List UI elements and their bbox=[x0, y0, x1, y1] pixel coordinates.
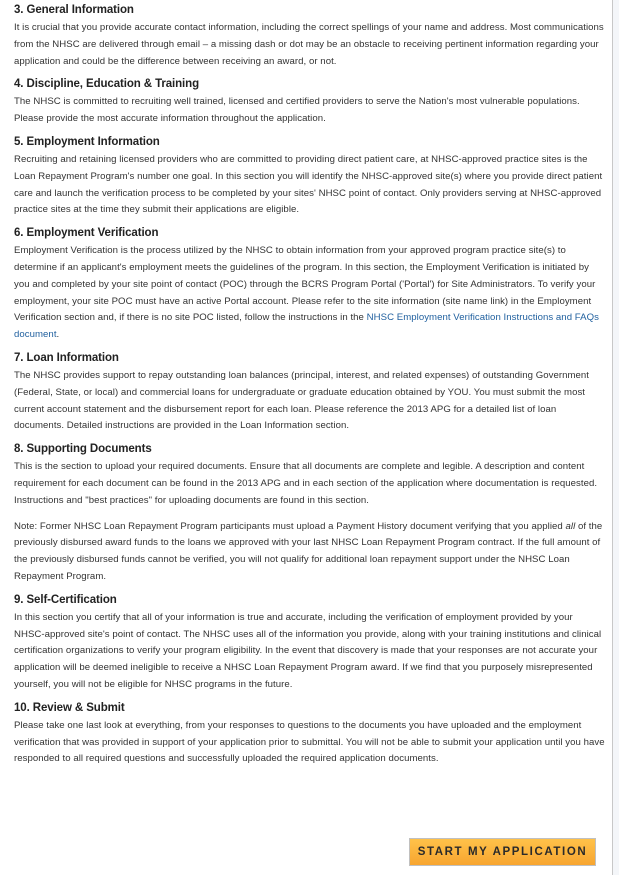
section-review-submit bbox=[14, 698, 606, 768]
section-text: The NHSC provides support to repay outstanding loan balances (principal, interest, and related expenses) of outstanding Government (Federal, State, or local) and commercial loans for undergraduate or graduate education obtained by YOU. You must submit the most current account statement and the disbursement report for each loan. Please reference the 2013 APG for a detailed list of loan documents. Detailed instructions are provided in the Loan Information section. bbox=[14, 369, 589, 432]
section-text-after-link: . bbox=[56, 329, 60, 341]
note-text: of the previously disbursed award funds to the loans we approved with your last NHSC Loan Repayment Program contract. If the full amount of the previously disbursed funds cannot be verified, you will not qualify for additional loan repayment support under the NHSC Loan Repayment Program. bbox=[14, 520, 603, 582]
section-heading: 8. Supporting Documents bbox=[14, 443, 152, 456]
section-note bbox=[14, 519, 606, 586]
section-text: The NHSC is committed to recruiting well trained, licensed and certified providers to serve the Nation's most vulnerable populations. Please provide the most accurate information throughout the application. bbox=[14, 96, 580, 125]
note-emphasis: all bbox=[565, 520, 576, 532]
start-my-application-button[interactable]: START MY APPLICATION bbox=[409, 838, 596, 866]
section-heading: 6. Employment Verification bbox=[14, 227, 159, 240]
section-text bbox=[14, 243, 606, 344]
section-discipline-education-training bbox=[14, 74, 606, 128]
scrollbar-track[interactable] bbox=[613, 0, 619, 875]
section-heading: 7. Loan Information bbox=[14, 351, 119, 364]
section-heading: 4. Discipline, Education & Training bbox=[14, 78, 200, 91]
section-self-certification bbox=[14, 590, 606, 694]
section-text: It is crucial that you provide accurate contact information, including the correct spellings of your name and address. Most communications from the NHSC are delivered through email – a missing dash or dot may be an obstacle to receiving pertinent information regarding your application and could be the difference between receiving an award, or not. bbox=[14, 22, 604, 67]
button-container bbox=[409, 838, 596, 866]
instructions-content bbox=[14, 0, 606, 772]
section-employment-verification bbox=[14, 223, 606, 344]
section-loan-information bbox=[14, 348, 606, 435]
section-text: This is the section to upload your required documents. Ensure that all documents are complete and legible. A description and content requirement for each document can be found in the 2013 APG and in each section of the application where documentation is requested. Instructions and "best practices" for uploading documents are found in this section. bbox=[14, 461, 598, 506]
section-supporting-documents bbox=[14, 439, 606, 586]
section-text: In this section you certify that all of your information is true and accurate, including the verification of employment provided by your NHSC-approved site's point of contact. The NHSC uses all of the information you provide, along with your training institutions and clinical certification organizations to verify your program eligibility. In the event that discovery is made that your responses are not accurate your application will be deemed ineligible to receive a NHSC Loan Repayment Program award. If we find that you purposely misrepresented yourself, you will not be eligible for NHSC programs in the future. bbox=[14, 611, 602, 690]
note-text: Note: Former NHSC Loan Repayment Program participants must upload a Payment History document verifying that you applied bbox=[14, 520, 566, 532]
employment-verification-faq-link[interactable]: NHSC Employment Verification Instructions and FAQs document bbox=[14, 312, 599, 341]
section-text-before-link: Employment Verification is the process utilized by the NHSC to obtain information from your approved program practice site(s) to determine if an applicant's employment meets the guidelines of the program. In this section, the Employment Verification is initiated by you and completed by your site point of contact (POC) through the BCRS Program Portal ('Portal') for Site Administrators. To verify your employment, your site POC must have an active Portal account. Please refer to the site information (site name link) in the Employment Verification section and, if there is no site POC listed, follow the instructions in the bbox=[14, 245, 596, 324]
section-general-information bbox=[14, 0, 606, 70]
section-heading: 3. General Information bbox=[14, 4, 134, 16]
section-employment-information bbox=[14, 132, 606, 219]
section-heading: 5. Employment Information bbox=[14, 135, 160, 148]
section-text: Recruiting and retaining licensed providers who are committed to providing direct patient care, at NHSC-approved practice sites is the Loan Repayment Program's number one goal. In this section you will identify the NHSC-approved site(s) where you provide direct patient care and launch the verification process to be completed by your sites' NHSC point of contact. Only providers serving at NHSC-approved practice sites at the time they submit their applications are eligible. bbox=[14, 153, 603, 216]
section-text: Please take one last look at everything, from your responses to questions to the documents you have uploaded and the employment verification that was provided in support of your application prior to submittal. You will not be able to submit your application until you have responded to all required questions and successfully uploaded the required application documents. bbox=[14, 719, 605, 765]
section-heading: 9. Self-Certification bbox=[14, 593, 117, 606]
section-heading: 10. Review & Submit bbox=[14, 701, 125, 714]
